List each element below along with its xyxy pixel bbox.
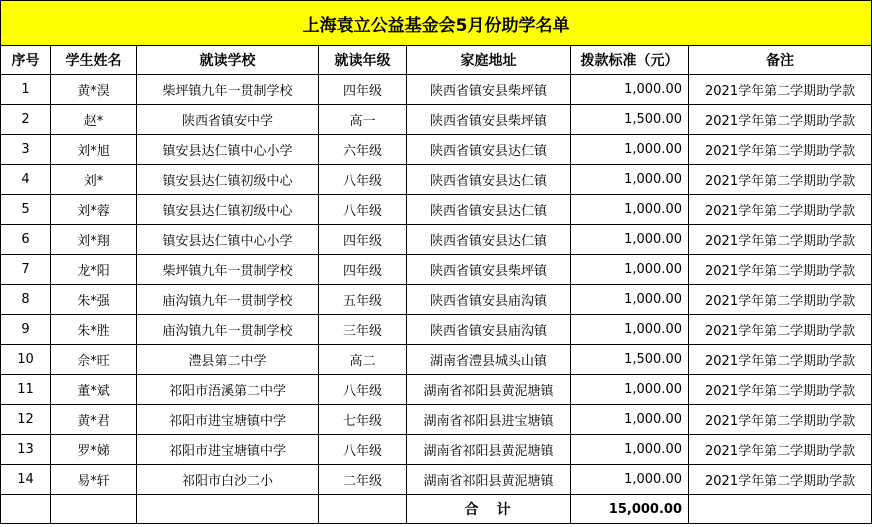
header-name: 学生姓名: [51, 46, 137, 75]
cell-amount: 1,000.00: [571, 465, 689, 495]
cell-amount: 1,000.00: [571, 195, 689, 225]
cell-address: 湖南省祁阳县进宝塘镇: [407, 405, 571, 435]
cell-note: 2021学年第二学期助学款: [689, 315, 872, 345]
empty-cell: [319, 495, 407, 524]
total-amount: 15,000.00: [571, 495, 689, 524]
cell-name: 赵*: [51, 105, 137, 135]
cell-amount: 1,000.00: [571, 75, 689, 105]
cell-no: 3: [1, 135, 51, 165]
cell-grade: 六年级: [319, 135, 407, 165]
cell-note: 2021学年第二学期助学款: [689, 405, 872, 435]
cell-grade: 七年级: [319, 405, 407, 435]
cell-address: 陕西省镇安县庙沟镇: [407, 315, 571, 345]
table-row: [1, 465, 872, 495]
cell-no: 9: [1, 315, 51, 345]
cell-name: 龙*阳: [51, 255, 137, 285]
cell-name: 黄*淏: [51, 75, 137, 105]
cell-name: 朱*强: [51, 285, 137, 315]
cell-grade: 二年级: [319, 465, 407, 495]
cell-amount: 1,000.00: [571, 315, 689, 345]
cell-grade: 四年级: [319, 225, 407, 255]
cell-no: 13: [1, 435, 51, 465]
cell-no: 1: [1, 75, 51, 105]
table-row: [1, 375, 872, 405]
cell-address: 湖南省祁阳县黄泥塘镇: [407, 465, 571, 495]
cell-address: 陕西省镇安县达仁镇: [407, 135, 571, 165]
cell-school: 镇安县达仁镇初级中心: [137, 165, 319, 195]
cell-no: 11: [1, 375, 51, 405]
cell-grade: 五年级: [319, 285, 407, 315]
cell-note: 2021学年第二学期助学款: [689, 285, 872, 315]
cell-no: 4: [1, 165, 51, 195]
cell-address: 陕西省镇安县柴坪镇: [407, 255, 571, 285]
cell-amount: 1,000.00: [571, 405, 689, 435]
cell-no: 14: [1, 465, 51, 495]
cell-name: 刘*翔: [51, 225, 137, 255]
cell-school: 柴坪镇九年一贯制学校: [137, 75, 319, 105]
cell-amount: 1,000.00: [571, 225, 689, 255]
cell-note: 2021学年第二学期助学款: [689, 75, 872, 105]
cell-address: 湖南省澧县城头山镇: [407, 345, 571, 375]
cell-grade: 高二: [319, 345, 407, 375]
table-row: [1, 105, 872, 135]
cell-name: 刘*: [51, 165, 137, 195]
table-row: [1, 315, 872, 345]
cell-note: 2021学年第二学期助学款: [689, 465, 872, 495]
cell-no: 8: [1, 285, 51, 315]
table-row: [1, 405, 872, 435]
table-row: [1, 75, 872, 105]
cell-note: 2021学年第二学期助学款: [689, 135, 872, 165]
cell-address: 陕西省镇安县达仁镇: [407, 225, 571, 255]
cell-school: 镇安县达仁镇初级中心: [137, 195, 319, 225]
cell-name: 刘*旭: [51, 135, 137, 165]
cell-school: 镇安县达仁镇中心小学: [137, 225, 319, 255]
cell-note: 2021学年第二学期助学款: [689, 195, 872, 225]
cell-amount: 1,000.00: [571, 135, 689, 165]
table-title: 上海袁立公益基金会5月份助学名单: [1, 1, 872, 46]
table-row: [1, 225, 872, 255]
cell-no: 7: [1, 255, 51, 285]
cell-school: 祁阳市进宝塘镇中学: [137, 435, 319, 465]
cell-address: 陕西省镇安县柴坪镇: [407, 105, 571, 135]
cell-note: 2021学年第二学期助学款: [689, 375, 872, 405]
cell-school: 澧县第二中学: [137, 345, 319, 375]
cell-school: 庙沟镇九年一贯制学校: [137, 315, 319, 345]
cell-no: 2: [1, 105, 51, 135]
table-row: [1, 195, 872, 225]
table-row: [1, 255, 872, 285]
header-amount: 拨款标准（元）: [571, 46, 689, 75]
table-row: [1, 285, 872, 315]
cell-name: 佘*旺: [51, 345, 137, 375]
cell-note: 2021学年第二学期助学款: [689, 345, 872, 375]
cell-amount: 1,500.00: [571, 345, 689, 375]
cell-address: 陕西省镇安县柴坪镇: [407, 75, 571, 105]
header-no: 序号: [1, 46, 51, 75]
cell-name: 董*斌: [51, 375, 137, 405]
cell-school: 祁阳市白沙二小: [137, 465, 319, 495]
cell-school: 镇安县达仁镇中心小学: [137, 135, 319, 165]
cell-grade: 八年级: [319, 375, 407, 405]
cell-note: 2021学年第二学期助学款: [689, 225, 872, 255]
cell-name: 刘*蓉: [51, 195, 137, 225]
table-row: [1, 435, 872, 465]
title-row: [1, 1, 872, 46]
cell-grade: 八年级: [319, 165, 407, 195]
total-label: 合 计: [407, 495, 571, 524]
cell-school: 庙沟镇九年一贯制学校: [137, 285, 319, 315]
cell-amount: 1,000.00: [571, 165, 689, 195]
cell-grade: 八年级: [319, 435, 407, 465]
cell-name: 易*轩: [51, 465, 137, 495]
cell-grade: 八年级: [319, 195, 407, 225]
cell-address: 湖南省祁阳县黄泥塘镇: [407, 435, 571, 465]
cell-grade: 四年级: [319, 255, 407, 285]
cell-address: 陕西省镇安县庙沟镇: [407, 285, 571, 315]
empty-cell: [51, 495, 137, 524]
cell-school: 祁阳市进宝塘镇中学: [137, 405, 319, 435]
header-note: 备注: [689, 46, 872, 75]
cell-school: 柴坪镇九年一贯制学校: [137, 255, 319, 285]
cell-name: 罗*娣: [51, 435, 137, 465]
cell-no: 12: [1, 405, 51, 435]
cell-school: 祁阳市浯溪第二中学: [137, 375, 319, 405]
cell-name: 朱*胜: [51, 315, 137, 345]
empty-cell: [1, 495, 51, 524]
cell-amount: 1,000.00: [571, 255, 689, 285]
total-row: [1, 495, 872, 524]
cell-no: 10: [1, 345, 51, 375]
cell-grade: 三年级: [319, 315, 407, 345]
cell-no: 6: [1, 225, 51, 255]
cell-grade: 四年级: [319, 75, 407, 105]
cell-name: 黄*君: [51, 405, 137, 435]
cell-address: 陕西省镇安县达仁镇: [407, 195, 571, 225]
cell-amount: 1,000.00: [571, 285, 689, 315]
cell-grade: 高一: [319, 105, 407, 135]
cell-note: 2021学年第二学期助学款: [689, 255, 872, 285]
cell-note: 2021学年第二学期助学款: [689, 105, 872, 135]
header-grade: 就读年级: [319, 46, 407, 75]
header-row: [1, 46, 872, 75]
empty-cell: [689, 495, 872, 524]
cell-no: 5: [1, 195, 51, 225]
cell-amount: 1,500.00: [571, 105, 689, 135]
table-row: [1, 165, 872, 195]
cell-note: 2021学年第二学期助学款: [689, 165, 872, 195]
header-school: 就读学校: [137, 46, 319, 75]
cell-amount: 1,000.00: [571, 375, 689, 405]
empty-cell: [137, 495, 319, 524]
header-address: 家庭地址: [407, 46, 571, 75]
cell-amount: 1,000.00: [571, 435, 689, 465]
cell-note: 2021学年第二学期助学款: [689, 435, 872, 465]
table-row: [1, 345, 872, 375]
table-row: [1, 135, 872, 165]
cell-address: 湖南省祁阳县黄泥塘镇: [407, 375, 571, 405]
cell-address: 陕西省镇安县达仁镇: [407, 165, 571, 195]
cell-school: 陕西省镇安中学: [137, 105, 319, 135]
